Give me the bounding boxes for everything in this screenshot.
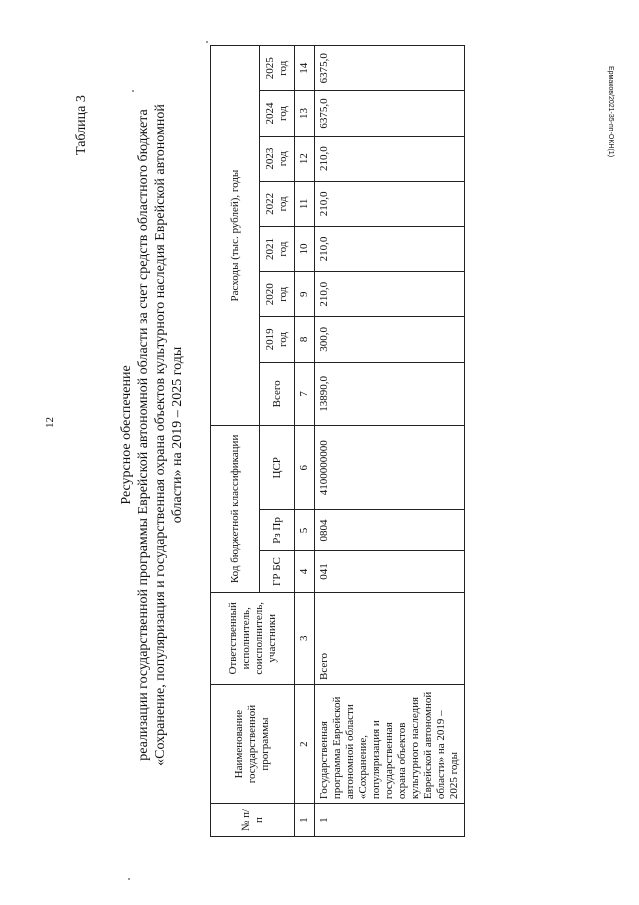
header-csr: ЦСР [260, 426, 295, 510]
column-number: 10 [295, 226, 315, 271]
row-value-2021: 210,0 [315, 226, 465, 271]
header-rzpr: Рз Пр [260, 510, 295, 551]
header-num: № п/п [211, 804, 295, 837]
column-number: 8 [295, 317, 315, 362]
header-expenses: Расходы (тыс. рублей), годы [211, 46, 260, 426]
column-number: 12 [295, 136, 315, 181]
header-year-2022: 2022 год [260, 181, 295, 226]
column-number: 14 [295, 46, 315, 91]
header-year-2021: 2021 год [260, 226, 295, 271]
column-number: 11 [295, 181, 315, 226]
row-value-2025: 6375,0 [315, 46, 465, 91]
page-number: 12 [44, 417, 56, 428]
header-executor: Ответственный исполнитель, соисполнитель, участники [211, 592, 295, 684]
column-number: 2 [295, 685, 315, 804]
resource-table-wrap [210, 45, 465, 837]
column-number-row [295, 46, 315, 837]
column-number: 5 [295, 510, 315, 551]
row-rzpr: 0804 [315, 510, 465, 551]
row-executor: Всего [315, 592, 465, 684]
header-program-name: Наименование государственной программы [211, 685, 295, 804]
row-num: 1 [315, 804, 465, 837]
column-number: 13 [295, 91, 315, 136]
column-number: 7 [295, 362, 315, 426]
column-number: 9 [295, 272, 315, 317]
row-grbs: 041 [315, 551, 465, 592]
header-year-2024: 2024 год [260, 91, 295, 136]
column-number: 1 [295, 804, 315, 837]
row-total: 13890,0 [315, 362, 465, 426]
column-number: 6 [295, 426, 315, 510]
row-value-2020: 210,0 [315, 272, 465, 317]
table-row [315, 46, 465, 837]
column-number: 3 [295, 592, 315, 684]
header-year-2025: 2025 год [260, 46, 295, 91]
row-csr: 4100000000 [315, 426, 465, 510]
heading-line-program: реализации государственной программы Еврейской автономной области за счет средств областного бюджета [136, 109, 151, 761]
header-total: Всего [260, 362, 295, 426]
column-number: 4 [295, 551, 315, 592]
row-program-name: Государственная программа Еврейской автономной области «Сохранение, популяризация и государственная охрана объектов культурного наследия Еврейской автономной области» на 2019 – 2025 годы [315, 685, 465, 804]
heading-line-period: области» на 2019 – 2025 годы [170, 346, 185, 524]
row-value-2022: 210,0 [315, 181, 465, 226]
heading-line-program-name: «Сохранение, популяризация и государственная охрана объектов культурного наследия Еврейской автономной [153, 104, 168, 766]
header-year-2023: 2023 год [260, 136, 295, 181]
resource-table [210, 45, 465, 837]
document-side-code: Ермаков/2021-35-пп-ОКН(1) [607, 66, 614, 158]
header-year-2020: 2020 год [260, 272, 295, 317]
header-grbs: ГР БС [260, 551, 295, 592]
header-budget-code: Код бюджетной классификации [211, 426, 260, 592]
row-value-2023: 210,0 [315, 136, 465, 181]
row-value-2024: 6375,0 [315, 91, 465, 136]
document-heading [118, 65, 186, 805]
table-number: Таблица 3 [74, 95, 89, 155]
heading-line-title: Ресурсное обеспечение [119, 365, 134, 505]
row-value-2019: 300,0 [315, 317, 465, 362]
header-year-2019: 2019 год [260, 317, 295, 362]
